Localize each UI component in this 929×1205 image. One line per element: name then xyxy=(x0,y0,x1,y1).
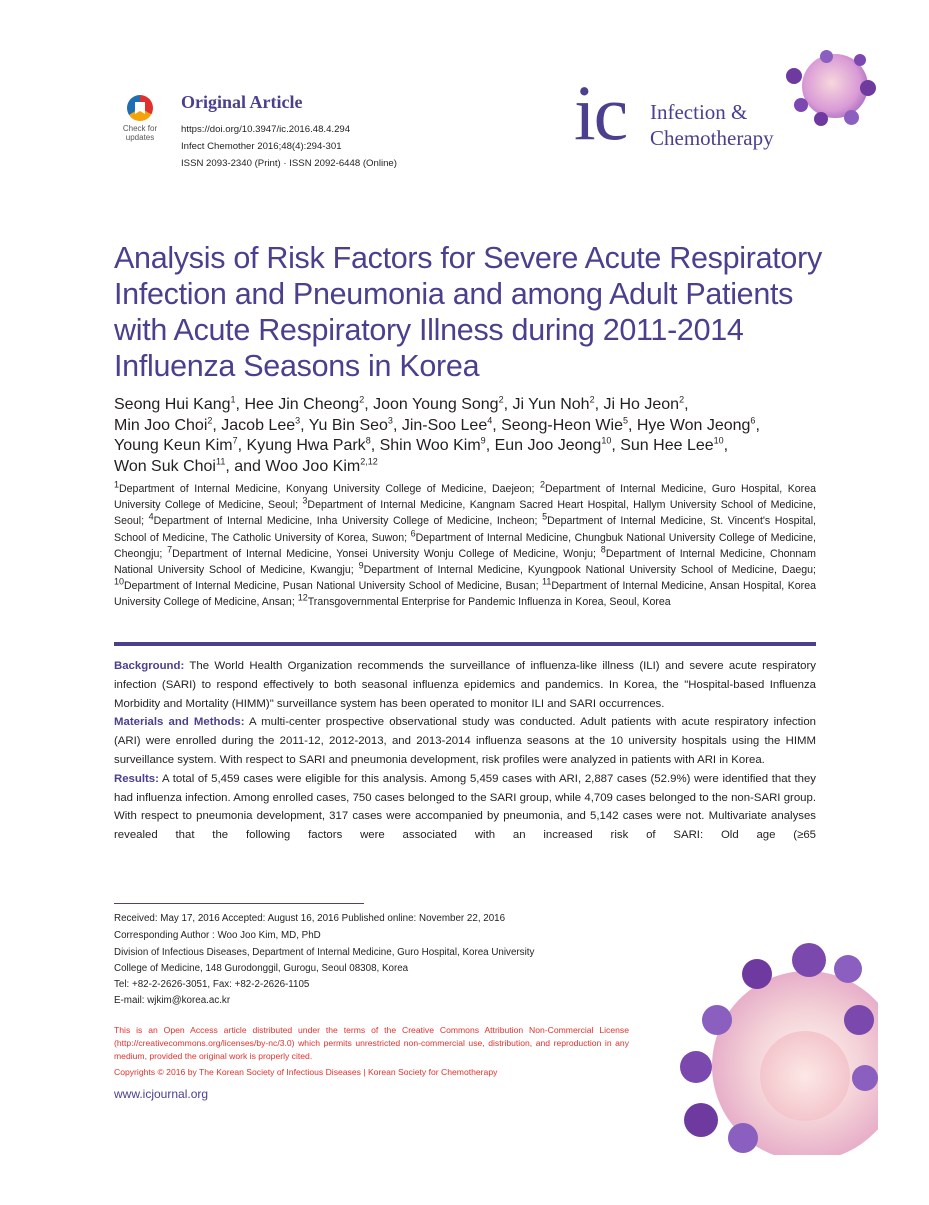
author: Jin-Soo Lee$^4$, xyxy=(401,415,502,434)
affiliation: $^{12}$Transgovernmental Enterprise for Pandemic Influenza in Korea, Seoul, Korea xyxy=(297,592,671,609)
author-affiliation-number: 2,12 xyxy=(360,456,378,467)
author-affiliation-number: 7 xyxy=(232,435,238,446)
citation: Infect Chemother 2016;48(4):294-301 xyxy=(181,141,342,152)
affiliation: $^6$Department of Internal Medicine, Chungbuk National University College of Medicine, Cheongju; xyxy=(114,528,816,560)
abstract-text: The World Health Organization recommends the surveillance of influenza-like illness (ILI) and severe acute respiratory infection (SARI) to respond effectively to both seasonal influenza epidemics and pandemics. In Korea, the "Hospital-based Influenza Morbidity and Mortality (HIMM)" surveillance system has been operated to monitor ILI and SARI occurrences. xyxy=(114,660,816,710)
author-address: College of Medicine, 148 Gurodonggil, Gurogu, Seoul 08308, Korea xyxy=(114,963,409,974)
author-affiliation-number: 4 xyxy=(487,415,493,426)
affiliation-number: 8 xyxy=(600,544,606,555)
abstract-section-results xyxy=(114,770,816,845)
received-dates: Received: May 17, 2016 Accepted: August 16, 2016 Published online: November 22, 2016 xyxy=(114,913,506,924)
author-line xyxy=(114,457,824,478)
author: Yu Bin Seo$^3$, xyxy=(308,415,402,434)
abstract-heading: Materials and Methods: xyxy=(114,716,245,729)
affiliation: $^3$Department of Internal Medicine, Kangnam Sacred Heart Hospital, Hallym University School of Medicine, Seoul; xyxy=(114,495,816,528)
copyright: Copyrights © 2016 by The Korean Society of Infectious Diseases | Korean Society for Chemotherapy xyxy=(114,1067,498,1077)
abstract-section-background xyxy=(114,657,816,713)
title-line: with Acute Respiratory Illness during 2011-2014 xyxy=(114,313,744,347)
author-affiliation-number: 2 xyxy=(359,394,365,405)
open-access-notice: This is an Open Access article distributed under the terms of the Creative Commons Attribution Non-Commercial License (http://creativecommons.org/licenses/by-nc/3.0) which permits unrestricted non-commercial use, distribution, and reproduction in any medium, provided the original work is properly cited. xyxy=(114,1025,629,1061)
abstract-heading: Results: xyxy=(114,772,159,785)
author: and Woo Joo Kim$^{2,12}$ xyxy=(234,456,378,475)
affiliation-number: 7 xyxy=(167,544,173,555)
abstract-section-methods xyxy=(114,713,816,769)
affiliation-number: 11 xyxy=(542,576,552,587)
author: Seong Hui Kang$^1$, xyxy=(114,394,245,413)
check-for-updates-badge[interactable] xyxy=(114,95,166,147)
journal-logo-word-2: Chemotherapy xyxy=(650,126,774,150)
author: Won Suk Choi$^{11}$, xyxy=(114,456,235,475)
author: Min Joo Choi$^2$, xyxy=(114,415,222,434)
author: Seong-Heon Wie$^5$, xyxy=(501,415,637,434)
author: Ji Yun Noh$^2$, xyxy=(512,394,604,413)
affiliation-number: 1 xyxy=(114,479,120,490)
title-line: Analysis of Risk Factors for Severe Acute Respiratory xyxy=(114,241,822,275)
author-affiliation-number: 10 xyxy=(713,435,724,446)
journal-url[interactable]: www.icjournal.org xyxy=(114,1087,209,1101)
author-affiliation-number: 3 xyxy=(387,415,393,426)
author: Young Keun Kim$^7$, xyxy=(114,435,247,454)
article-title xyxy=(114,240,834,384)
author: Kyung Hwa Park$^8$, xyxy=(246,435,380,454)
affiliation: $^{10}$Department of Internal Medicine, Pusan National University School of Medicine, Busan; xyxy=(114,576,543,593)
virus-illustration-bottom xyxy=(672,935,878,1155)
affiliation-number: 2 xyxy=(539,479,545,490)
author-affiliation-number: 6 xyxy=(750,415,756,426)
author: Shin Woo Kim$^9$, xyxy=(379,435,495,454)
corresponding-author: Corresponding Author : Woo Joo Kim, MD, PhD xyxy=(114,930,321,941)
affiliation: $^1$Department of Internal Medicine, Konyang University College of Medicine, Daejeon; xyxy=(114,479,540,495)
author: Hye Won Jeong$^6$, xyxy=(636,415,760,434)
author-affiliation-number: 2 xyxy=(207,415,213,426)
issn: ISSN 2093-2340 (Print) · ISSN 2092-6448 (Online) xyxy=(181,158,397,169)
author-affiliation-number: 10 xyxy=(601,435,612,446)
footnote-divider xyxy=(114,903,364,904)
affiliation: $^{11}$Department of Internal Medicine, Ansan Hospital, Korea University College of Medicine, Ansan; xyxy=(114,576,816,609)
affiliation: $^9$Department of Internal Medicine, Kyungpook National University School of Medicine, Daegu; xyxy=(358,560,816,577)
doi-link[interactable]: https://doi.org/10.3947/ic.2016.48.4.294 xyxy=(181,124,351,135)
article-type: Original Article xyxy=(181,92,303,112)
bookmark-icon xyxy=(127,95,153,121)
affiliation: $^5$Department of Internal Medicine, St. Vincent's Hospital, School of Medicine, The Catholic University of Korea, Suwon; xyxy=(114,511,816,544)
author: Ji Ho Jeon$^2$, xyxy=(603,394,689,413)
affiliation: $^8$Department of Internal Medicine, Chonnam National University School of Medicine, Kwangju; xyxy=(114,544,816,577)
author-affiliation-number: 2 xyxy=(498,394,504,405)
title-line: Infection and Pneumonia and among Adult Patients xyxy=(114,277,794,311)
contact-email[interactable]: E-mail: wjkim@korea.ac.kr xyxy=(114,995,231,1006)
author-affiliation-number: 1 xyxy=(230,394,236,405)
check-for-updates-label: Check for updates xyxy=(122,124,158,142)
author-affiliation-number: 2 xyxy=(589,394,595,405)
affiliation: $^7$Department of Internal Medicine, Yonsei University Wonju College of Medicine, Wonju; xyxy=(167,544,601,560)
abstract-heading: Background: xyxy=(114,660,185,672)
author-line xyxy=(114,395,824,416)
affiliation-number: 12 xyxy=(297,592,308,603)
contact-phone: Tel: +82-2-2626-3051, Fax: +82-2-2626-1105 xyxy=(114,979,310,990)
author-affiliation-number: 3 xyxy=(295,415,301,426)
author: Eun Joo Jeong$^{10}$, xyxy=(494,435,621,454)
virus-illustration-top xyxy=(784,50,878,128)
author: Jacob Lee$^3$, xyxy=(221,415,309,434)
author-affiliation-number: 8 xyxy=(365,435,371,446)
abstract xyxy=(114,657,816,845)
affiliation-number: 6 xyxy=(410,528,416,539)
journal-logo-mark: ic xyxy=(574,69,627,156)
affiliations xyxy=(114,481,816,611)
author-affiliation-number: 2 xyxy=(679,394,685,405)
abstract-text: A multi-center prospective observational study was conducted. Adult patients with acute respiratory infection (ARI) were enrolled during the 2011-12, 2012-2013, and 2013-2014 influenza seasons at the 10 university hospitals using the HIMM surveillance system. With respect to SARI and pneumonia development, risk profiles were analyzed in patients with ARI in Korea. xyxy=(114,716,816,766)
affiliation-number: 9 xyxy=(358,560,364,571)
abstract-text: A total of 5,459 cases were eligible for this analysis. Among 5,459 cases with ARI, 2,887 cases (52.9%) were identified that they had influenza infection. Among enrolled cases, 750 cases belonged to the SARI group, while 4,709 cases belonged to the non-SARI group. With respect to pneumonia development, 317 cases were accompanied by pneumonia, and 5,142 cases were not. Multivariate analyses revealed that the following factors were associated with an increased risk of SARI: Old age (≥65 xyxy=(114,772,816,842)
author: Sun Hee Lee$^{10}$, xyxy=(620,435,729,454)
journal-logo-word-1: Infection & xyxy=(650,100,748,124)
affiliation-number: 5 xyxy=(542,511,548,522)
author: Joon Young Song$^2$, xyxy=(373,394,513,413)
author: Hee Jin Cheong$^2$, xyxy=(244,394,374,413)
affiliation-number: 3 xyxy=(302,495,308,506)
title-line: Influenza Seasons in Korea xyxy=(114,349,480,383)
author-affiliation-number: 11 xyxy=(215,456,226,467)
author-affiliation-number: 5 xyxy=(622,415,628,426)
affiliation-number: 10 xyxy=(114,576,125,587)
author-affiliation-number: 9 xyxy=(480,435,486,446)
author-division: Division of Infectious Diseases, Department of Internal Medicine, Guro Hospital, Korea University xyxy=(114,947,535,958)
affiliation-number: 4 xyxy=(148,511,154,522)
author-line xyxy=(114,416,824,437)
author-list xyxy=(114,395,824,477)
affiliation: $^2$Department of Internal Medicine, Guro Hospital, Korea University College of Medicine, Seoul; xyxy=(114,479,816,512)
affiliation: $^4$Department of Internal Medicine, Inha University College of Medicine, Incheon; xyxy=(148,511,543,528)
author-line xyxy=(114,436,824,457)
section-divider xyxy=(114,642,816,646)
